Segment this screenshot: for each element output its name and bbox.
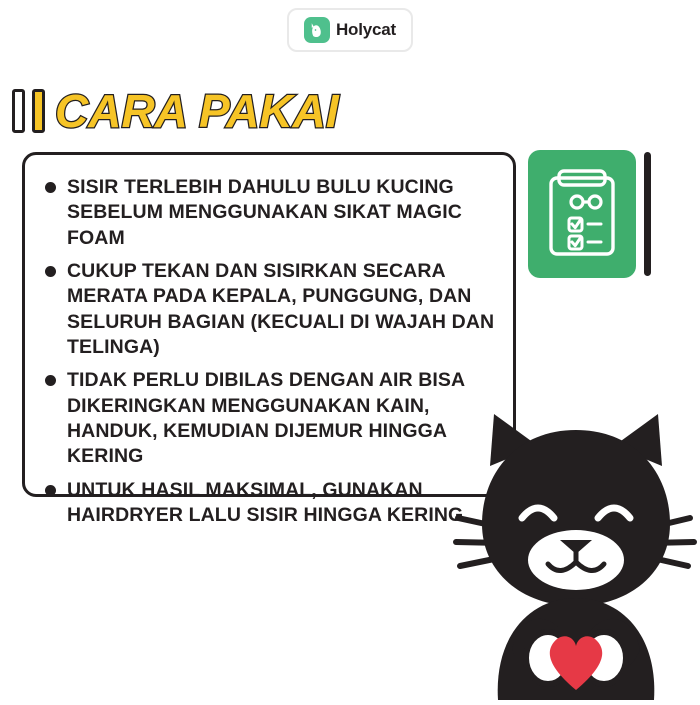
list-item (41, 478, 495, 529)
dot-bullet-icon (45, 182, 56, 193)
page-title: CARA PAKAI (55, 85, 339, 137)
list-item-label: TIDAK PERLU DIBILAS DENGAN AIR BISA DIKERINGKAN MENGGUNAKAN KAIN, HANDUK, KEMUDIAN DIJEMUR HINGGA KERING (67, 369, 465, 468)
badge-group (528, 150, 658, 300)
pause-bars-icon (12, 89, 45, 133)
list-item-label: SISIR TERLEBIH DAHULU BULU KUCING SEBELUM MENGGUNAKAN SIKAT MAGIC FOAM (67, 176, 462, 249)
cat-logo-icon (304, 17, 330, 43)
clipboard-checklist-icon (545, 168, 619, 260)
badge-card (528, 150, 636, 278)
dot-bullet-icon (45, 266, 56, 277)
list-item (41, 259, 495, 360)
instructions-card (22, 152, 516, 527)
dot-bullet-icon (45, 375, 56, 386)
page-title-row (12, 85, 339, 137)
brand-name: Holycat (335, 20, 396, 39)
list-item-label: UNTUK HASIL MAKSIMAL, GUNAKAN HAIRDRYER LALU SISIR HINGGA KERING. (67, 478, 469, 527)
instructions-list (41, 175, 495, 528)
brand-chip (287, 8, 413, 52)
list-item (41, 175, 495, 251)
cat-holding-heart-icon (452, 400, 700, 700)
list-item (41, 368, 495, 469)
dot-bullet-icon (45, 485, 56, 496)
badge-stripe (644, 152, 651, 276)
list-item-label: CUKUP TEKAN DAN SISIRKAN SECARA MERATA PADA KEPALA, PUNGGUNG, DAN SELURUH BAGIAN (KECUALI DI WAJAH DAN TELINGA) (67, 260, 495, 359)
